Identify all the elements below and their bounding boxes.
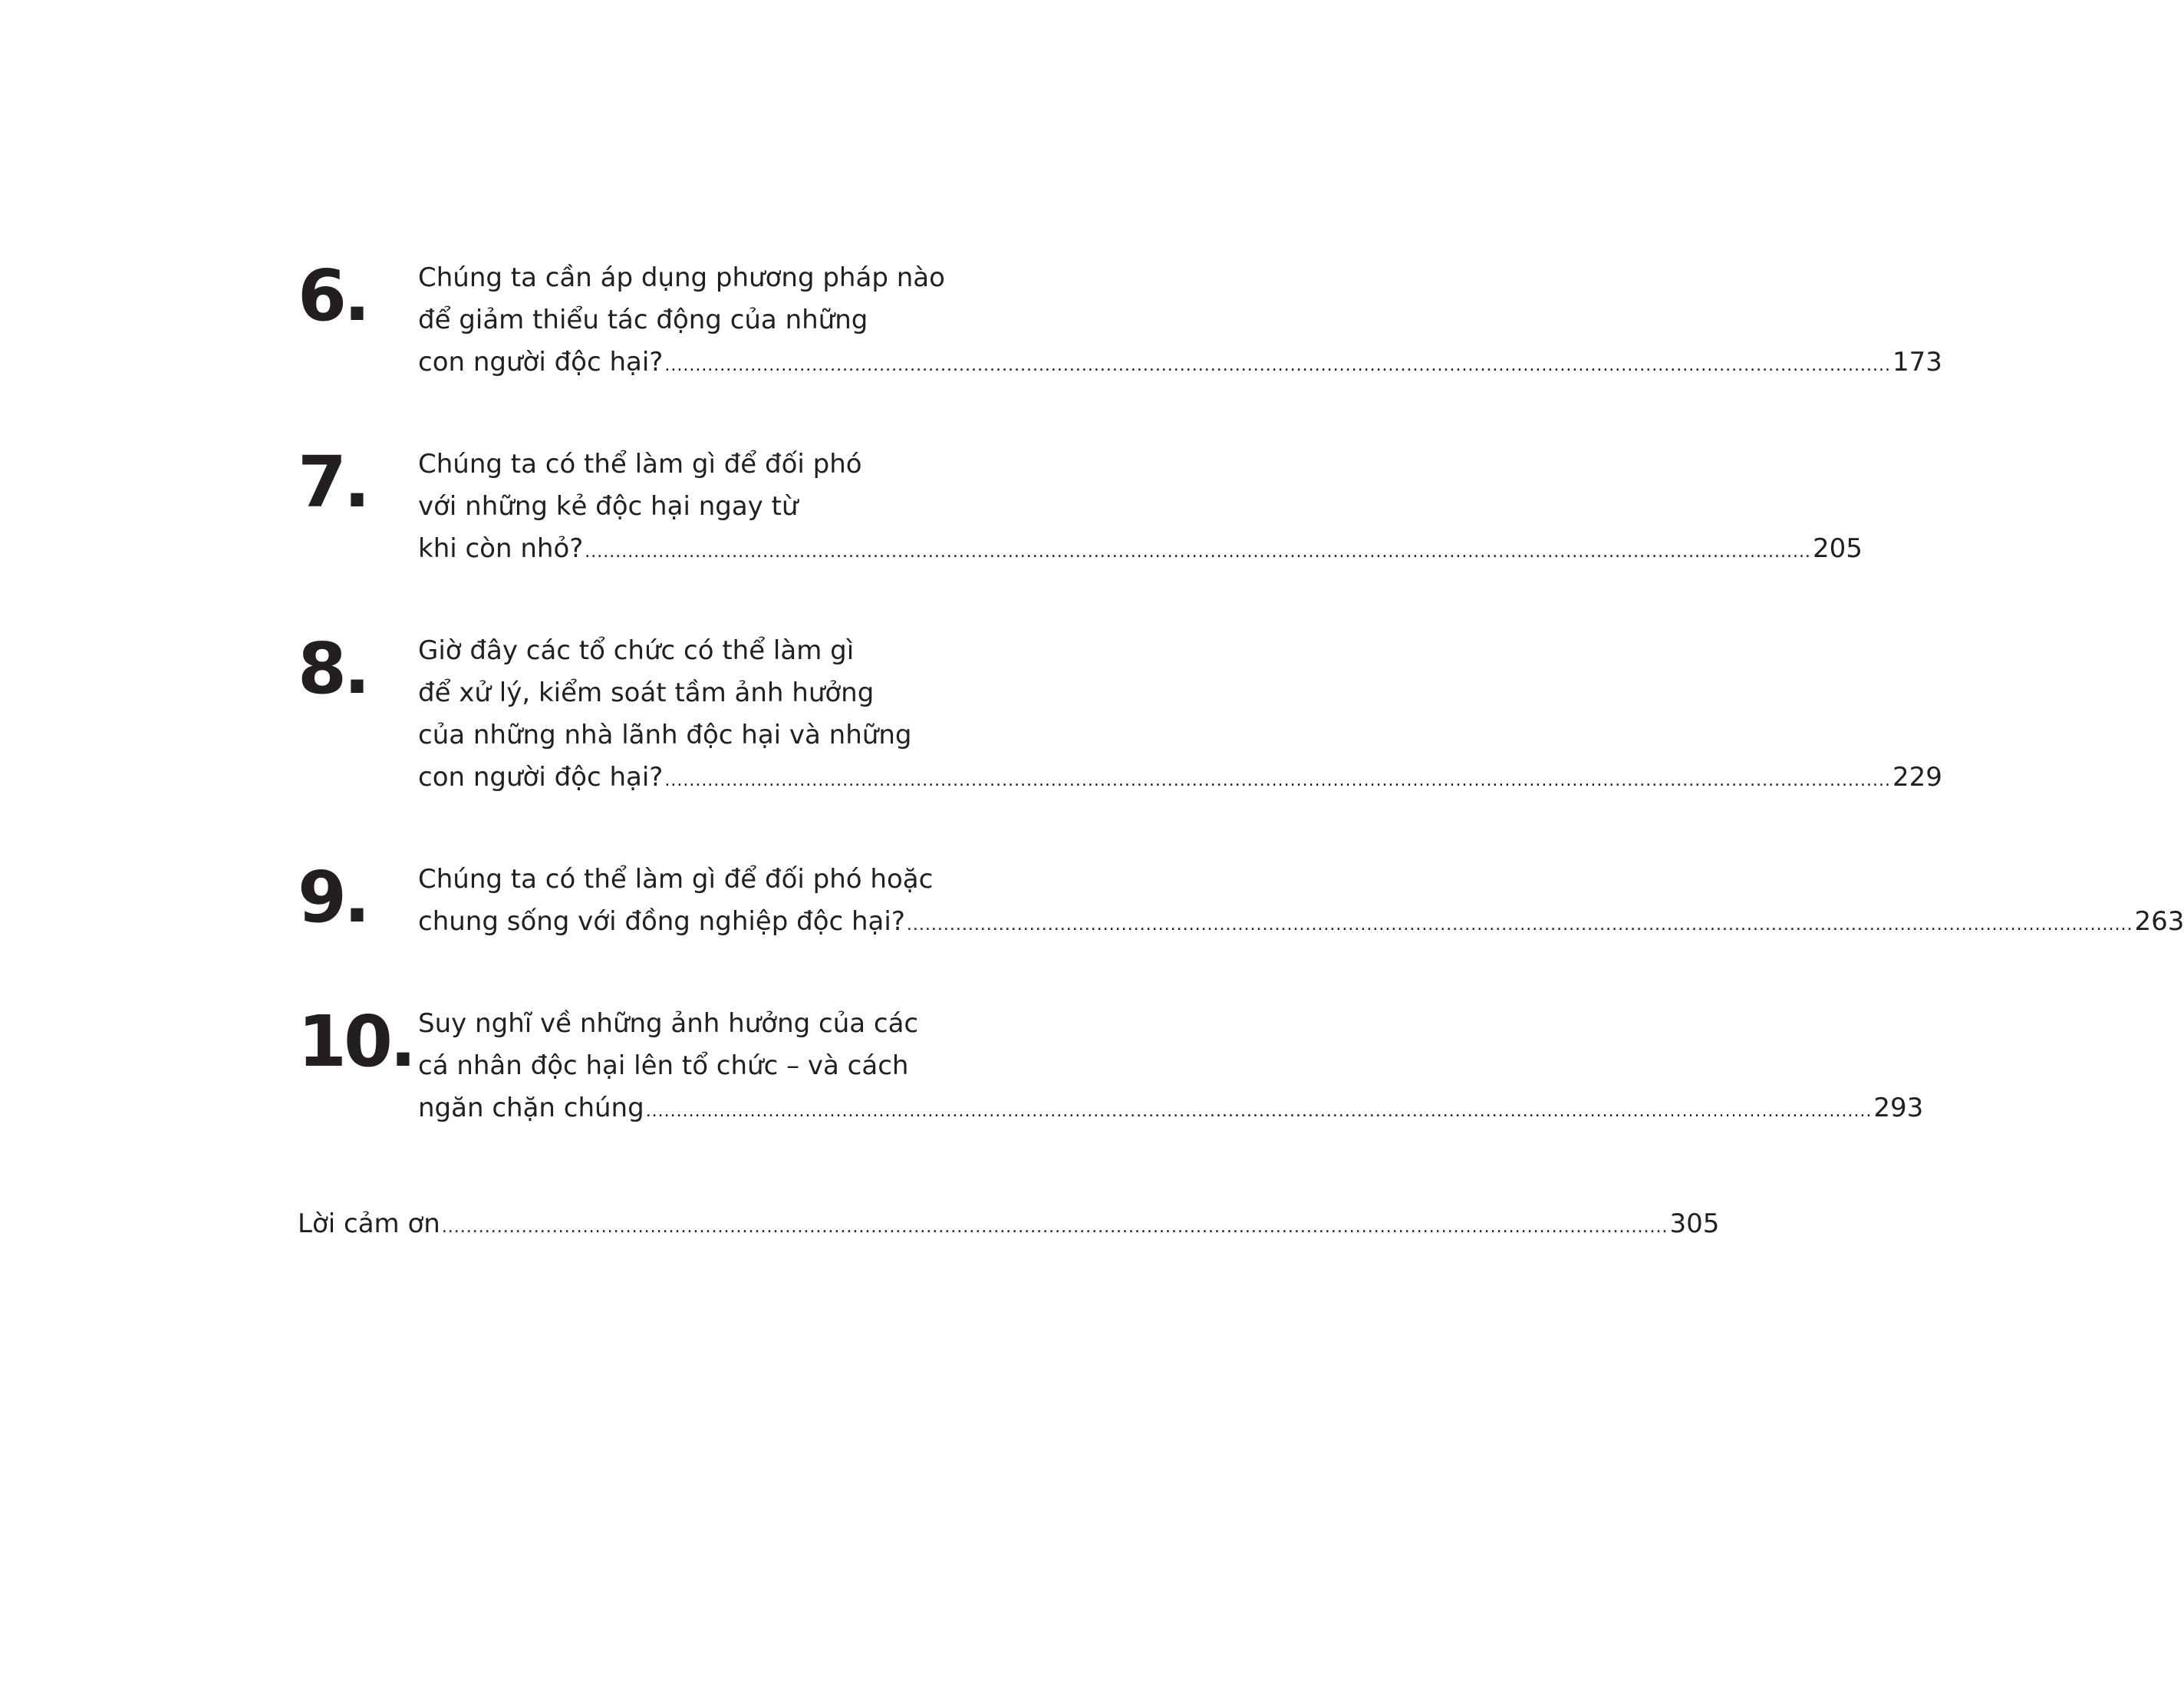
page-number: 229	[1892, 762, 1942, 793]
chapter-title	[418, 859, 2184, 943]
chapter-title-line: Chúng ta có thể làm gì để đối phó	[418, 449, 862, 480]
chapter-title	[418, 630, 1942, 799]
chapter-number: 9.	[298, 856, 367, 938]
chapter-number: 6.	[298, 255, 367, 337]
chapter-title	[418, 1003, 1924, 1129]
page-number: 293	[1873, 1093, 1924, 1123]
chapter-title-line: khi còn nhỏ?	[418, 533, 584, 564]
toc-entry-acknowledgements	[298, 1203, 1720, 1245]
chapter-title-line: với những kẻ độc hại ngay từ	[418, 491, 799, 522]
acknowledgements-label: Lời cảm ơn	[298, 1208, 440, 1239]
chapter-number: 7.	[298, 441, 367, 523]
chapter-title-last-line	[418, 341, 1942, 384]
chapter-title-last-line	[418, 528, 1863, 570]
table-of-contents	[298, 255, 2184, 1189]
page-number: 263	[2134, 906, 2184, 937]
chapter-title-line: để xử lý, kiểm soát tầm ảnh hưởng	[418, 678, 875, 708]
chapter-title-last-line	[418, 757, 1942, 799]
dot-leader: ........................................................................................................................................................................................................	[441, 1218, 1668, 1237]
chapter-title-line: Chúng ta có thể làm gì để đối phó hoặc	[418, 864, 934, 895]
chapter-number: 8.	[298, 628, 367, 710]
chapter-title-line: con người độc hại?	[418, 347, 664, 377]
chapter-title	[418, 257, 1942, 384]
toc-entry-7	[298, 441, 1863, 630]
dot-leader: ........................................................................................................................................................................................................	[585, 542, 1811, 562]
chapter-title-line: cá nhân độc hại lên tổ chức – và cách	[418, 1050, 909, 1081]
chapter-title-line: chung sống với đồng nghiệp độc hại?	[418, 906, 905, 937]
chapter-title-line: Giờ đây các tổ chức có thể làm gì	[418, 635, 855, 666]
chapter-title-line: Suy nghĩ về những ảnh hưởng của các	[418, 1008, 919, 1039]
dot-leader: ........................................................................................................................................................................................................	[906, 915, 2133, 935]
page-number: 305	[1669, 1208, 1720, 1239]
chapter-title-line: để giảm thiểu tác động của những	[418, 305, 868, 335]
toc-entry-10	[298, 1001, 1924, 1189]
page-number: 205	[1812, 533, 1863, 564]
chapter-title-line: của những nhà lãnh độc hại và những	[418, 720, 912, 750]
chapter-title-last-line	[418, 1087, 1924, 1129]
chapter-title-line: ngăn chặn chúng	[418, 1093, 644, 1123]
dot-leader: ........................................................................................................................................................................................................	[664, 356, 1891, 375]
toc-entry-6	[298, 255, 1942, 443]
dot-leader: ........................................................................................................................................................................................................	[664, 771, 1891, 790]
page-number: 173	[1892, 347, 1942, 377]
chapter-title-line: Chúng ta cần áp dụng phương pháp nào	[418, 262, 945, 293]
dot-leader: ........................................................................................................................................................................................................	[645, 1102, 1873, 1121]
chapter-title-last-line	[418, 901, 2184, 943]
chapter-title	[418, 443, 1863, 570]
chapter-number: 10.	[298, 1001, 413, 1083]
toc-entry-9	[298, 856, 2184, 1003]
toc-entry-8	[298, 628, 1942, 859]
chapter-title-line: con người độc hại?	[418, 762, 664, 793]
